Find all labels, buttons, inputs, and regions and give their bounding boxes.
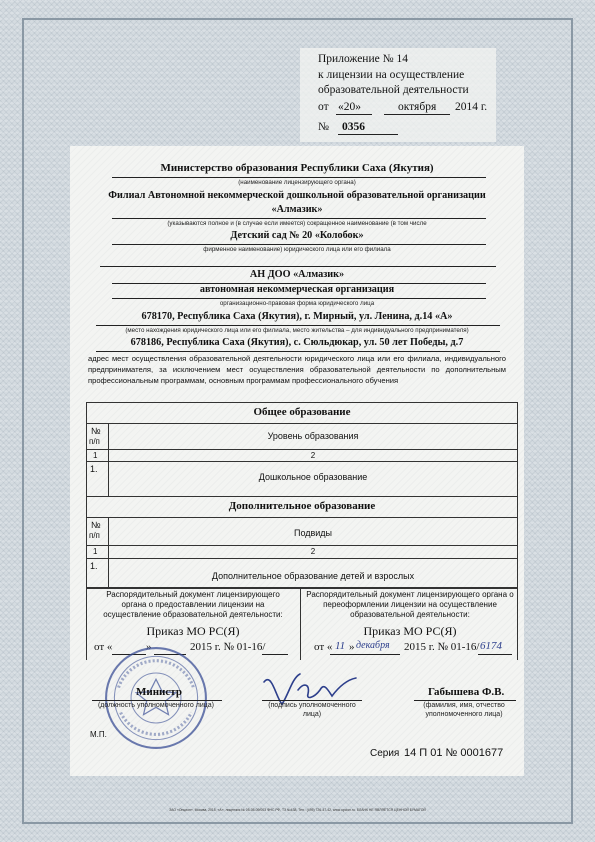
row-num: 1. xyxy=(90,464,98,474)
doc-left-line-3: осуществление образовательной деятельности: xyxy=(103,610,283,619)
row-level-value: Дошкольное образование xyxy=(258,472,368,482)
row-sub-value: Дополнительное образование детей и взрослых xyxy=(211,571,415,581)
legal-address-caption: (место нахождения юридического лица или его филиала, место жительства – для индивидуального предпринимателя) xyxy=(125,327,469,334)
kindergarten-caption: фирменное наименование) юридического лица или его филиала xyxy=(203,246,391,253)
col-level-label: Уровень образования xyxy=(267,431,359,441)
doc-right-line-2: переоформлении лицензии на осуществление xyxy=(323,600,497,609)
short-name: АН ДОО «Алмазик» xyxy=(249,269,345,280)
signature-caption-line-1: (подпись уполномоченного xyxy=(268,702,356,709)
doc-right-line-1: Распорядительный документ лицензирующего органа о xyxy=(306,590,514,599)
signer-name-caption-line-1: (фамилия, имя, отчество xyxy=(423,702,505,709)
col-index-1: 1 xyxy=(93,451,98,460)
doc-right-from: от « xyxy=(314,641,333,653)
doc-left-order: Приказ МО РС(Я) xyxy=(146,624,240,638)
ministry-name: Министерство образования Республики Саха (Якутия) xyxy=(160,162,434,174)
doc-right-year: 2015 г. № 01-16/ xyxy=(404,641,480,653)
legal-address: 678170, Республика Саха (Якутия), г. Мирный, ул. Ленина, д.14 «А» xyxy=(141,311,453,322)
activity-address: 678186, Республика Саха (Якутия), с. Сюльдюкар, ул. 50 лет Победы, д.7 xyxy=(130,337,464,348)
doc-right-number: 6174 xyxy=(480,640,502,652)
signer-name-caption-line-2: уполномоченного лица) xyxy=(425,711,503,718)
org-form-caption: организационно-правовая форма юридического лица xyxy=(219,300,375,307)
general-education-heading: Общее образование xyxy=(253,406,351,418)
stamp-place-label: М.П. xyxy=(90,730,107,739)
col-index-add-2: 2 xyxy=(310,547,316,556)
signer-position-caption: (должность уполномоченного лица) xyxy=(97,702,215,709)
doc-left-year: 2015 г. № 01-16/ xyxy=(190,641,266,653)
annex-title: Приложение № 14 xyxy=(318,53,408,65)
doc-right-line-3: образовательной деятельности: xyxy=(350,610,470,619)
doc-left-line-1: Распорядительный документ лицензирующего xyxy=(106,590,280,599)
col-num-label-2: п/п xyxy=(89,437,100,446)
signer-position: Министр xyxy=(136,686,182,698)
branch-name-line-2: «Алмазик» xyxy=(271,204,323,215)
activity-address-caption: адрес мест осуществления образовательной деятельности юридического лица или его филиала, индивидуального предпринимателя, за исключением мест осуществления образовательной деятельности по дополнительным профессиональным программам, основным программам профессионального обучения xyxy=(88,354,506,385)
additional-education-heading: Дополнительное образование xyxy=(228,500,376,512)
printer-footer: ЗАО «Опцион», Москва, 2015, «А», лицензия № 05-05-09/003 ФНС РФ, ТЗ №438, Тел.: (495) 726-47-42, www.opcion.ru. БЛАНК НЕ ЯВЛЯЕТСЯ ЦЕННОЙ БУМАГОЙ xyxy=(169,808,426,812)
annex-month: октября xyxy=(398,101,437,113)
annex-date-prefix: от xyxy=(318,101,329,113)
col-index-add-1: 1 xyxy=(93,547,98,556)
org-form: автономная некоммерческая организация xyxy=(199,284,395,295)
doc-left-line-2: органа о предоставлении лицензии на xyxy=(121,600,265,609)
doc-right-month: декабря xyxy=(356,640,390,651)
kindergarten-name: Детский сад № 20 «Колобок» xyxy=(230,230,364,241)
branch-caption: (указываются полное и (в случае если имеется) сокращенное наименование (в том числе xyxy=(167,220,427,227)
col-sub-label: Подвиды xyxy=(293,528,333,538)
row-num-add: 1. xyxy=(90,561,98,571)
annex-year: 2014 г. xyxy=(455,101,488,113)
annex-number-label: № xyxy=(318,121,329,133)
annex-number: 0356 xyxy=(342,121,365,133)
series-number: 14 П 01 № 0001677 xyxy=(404,747,504,759)
series-label: Серия xyxy=(370,748,400,759)
doc-right-order: Приказ МО РС(Я) xyxy=(363,624,457,638)
col-num-label-add: № xyxy=(91,520,101,530)
doc-left-from: от « xyxy=(94,641,113,653)
branch-name-line-1: Филиал Автономной некоммерческой дошкольной образовательной организации xyxy=(108,190,486,201)
doc-right-quote: » xyxy=(349,641,355,653)
signer-name: Габышева Ф.В. xyxy=(428,686,505,698)
annex-line-2: образовательной деятельности xyxy=(318,84,469,96)
annex-line-1: к лицензии на осуществление xyxy=(318,69,465,81)
official-seal-icon xyxy=(104,646,208,750)
ministry-caption: (наименование лицензирующего органа) xyxy=(238,179,356,186)
signature-caption-line-2: лица) xyxy=(302,711,322,718)
doc-left-quote: » xyxy=(146,641,152,653)
doc-right-day: 11 xyxy=(335,640,346,652)
col-num-label: № xyxy=(91,426,101,436)
col-num-label-add-2: п/п xyxy=(89,531,100,540)
col-index-2: 2 xyxy=(310,451,316,460)
annex-day: «20» xyxy=(338,101,361,113)
